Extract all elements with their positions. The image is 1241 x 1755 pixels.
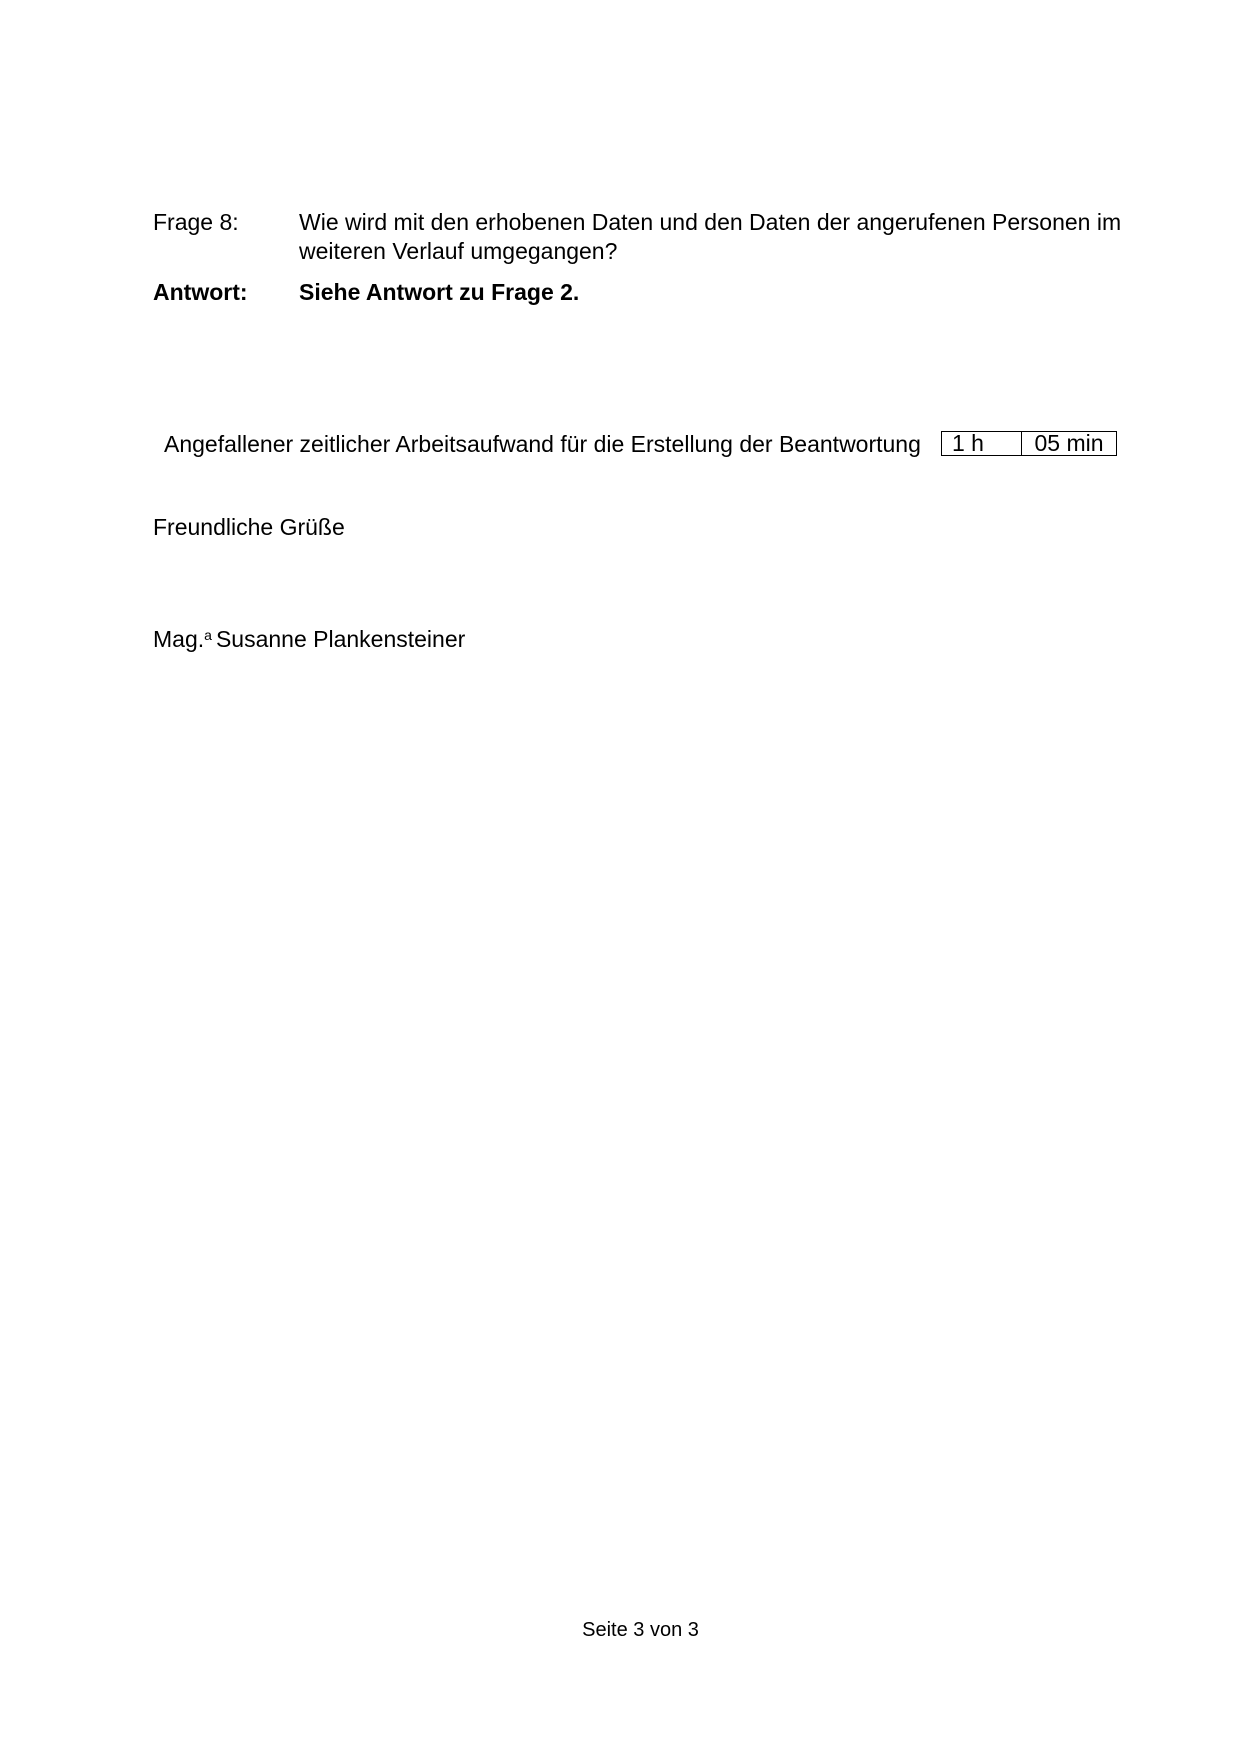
closing-greeting: Freundliche Grüße	[153, 514, 345, 540]
signature-title-superscript: a	[204, 627, 212, 643]
question-text-line1: Wie wird mit den erhobenen Daten und den Daten der angerufenen Personen im	[299, 209, 1122, 235]
signature-title-prefix: Mag.	[153, 626, 205, 652]
effort-table	[941, 431, 1117, 456]
page-number-footer: Seite 3 von 3	[582, 1619, 699, 1641]
question-label: Frage 8:	[153, 209, 239, 235]
effort-minutes: 05 min	[1034, 430, 1104, 456]
answer-label: Antwort:	[153, 279, 248, 305]
effort-hours: 1 h	[942, 432, 1022, 455]
signature-person-name: Susanne Plankensteiner	[215, 626, 466, 652]
effort-description: Angefallener zeitlicher Arbeitsaufwand für die Erstellung der Beantwortung	[164, 431, 921, 457]
question-text-line2: weiteren Verlauf umgegangen?	[299, 238, 618, 264]
answer-text: Siehe Antwort zu Frage 2.	[299, 279, 580, 305]
signature-name	[153, 625, 465, 654]
